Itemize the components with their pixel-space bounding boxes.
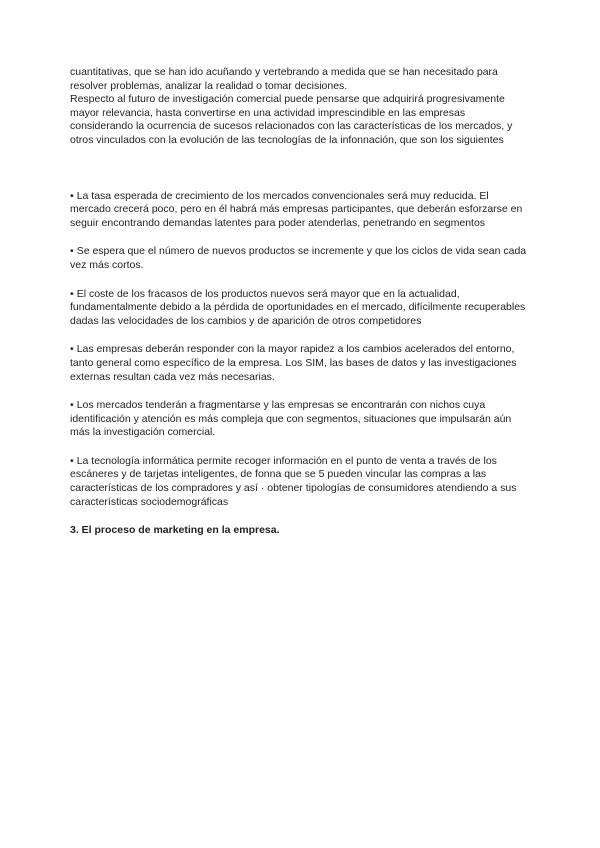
- bullet-glyph: •: [70, 287, 74, 300]
- bullet-item: [70, 343, 530, 384]
- bullet-text: Se espera que el número de nuevos productos se incremente y que los ciclos de vida sean cada vez más cortos.: [70, 245, 527, 271]
- bullet-text: Las empresas deberán responder con la mayor rapidez a los cambios acelerados del entorno, tanto general como específico de la empresa. Los SIM, las bases de datos y las investigaciones externas resultan cada vez más necesarias.: [70, 343, 517, 383]
- bullet-item: [70, 399, 530, 440]
- bullet-glyph: •: [70, 399, 74, 412]
- bullet-text: La tecnología informática permite recoger información en el punto de venta a través de los escáneres y de tarjetas inteligentes, de fonna que se 5 pueden vincular las compras a las características de los compradores y así · obtener tipologías de consumidores atendiendo a sus características sociodemográficas: [70, 454, 517, 508]
- bullet-glyph: •: [70, 454, 74, 467]
- bullet-text: El coste de los fracasos de los productos nuevos será mayor que en la actualidad, fundamentalmente debido a la pérdida de oportunidades en el mercado, difícilmente recuperables dadas las velocidades de los cambios y de aparición de otros competidores: [70, 287, 526, 327]
- bullet-text: La tasa esperada de crecimiento de los mercados convencionales será muy reducida. El mercado crecerá poco, pero en él habrá más empresas participantes, que deberán esforzarse en seguir encontrando demandas latentes para poder atenderlas, penetrando en segmentos: [70, 189, 523, 229]
- document-content: [70, 66, 530, 538]
- bullet-glyph: •: [70, 343, 74, 356]
- bullet-text: Los mercados tenderán a fragmentarse y las empresas se encontrarán con nichos cuya identificación y atención es más compleja que con segmentos, situaciones que impulsarán aún más la investigación comercial.: [70, 399, 512, 439]
- section-heading: 3. El proceso de marketing en la empresa.: [70, 524, 280, 537]
- bullet-glyph: •: [70, 245, 74, 258]
- bullet-glyph: •: [70, 189, 74, 202]
- bullet-item: [70, 288, 530, 329]
- bullet-item: [70, 245, 530, 272]
- paragraph-continuation: cuantitativas, que se han ido acuñando y vertebrando a medida que se han necesitado para resolver problemas, analizar la realidad o tomar decisiones.: [70, 66, 498, 92]
- bullet-item: [70, 190, 530, 231]
- bullet-item: [70, 455, 530, 509]
- paragraph-intro: Respecto al futuro de investigación comercial puede pensarse que adquirirá progresivamente mayor relevancia, hasta convertirse en una actividad imprescindible en las empresas considerando la ocurrencia de sucesos relacionados con las características de los mercados, y otros vinculados con la evolución de las tecnologías de la infonnación, que son los siguientes: [70, 93, 513, 146]
